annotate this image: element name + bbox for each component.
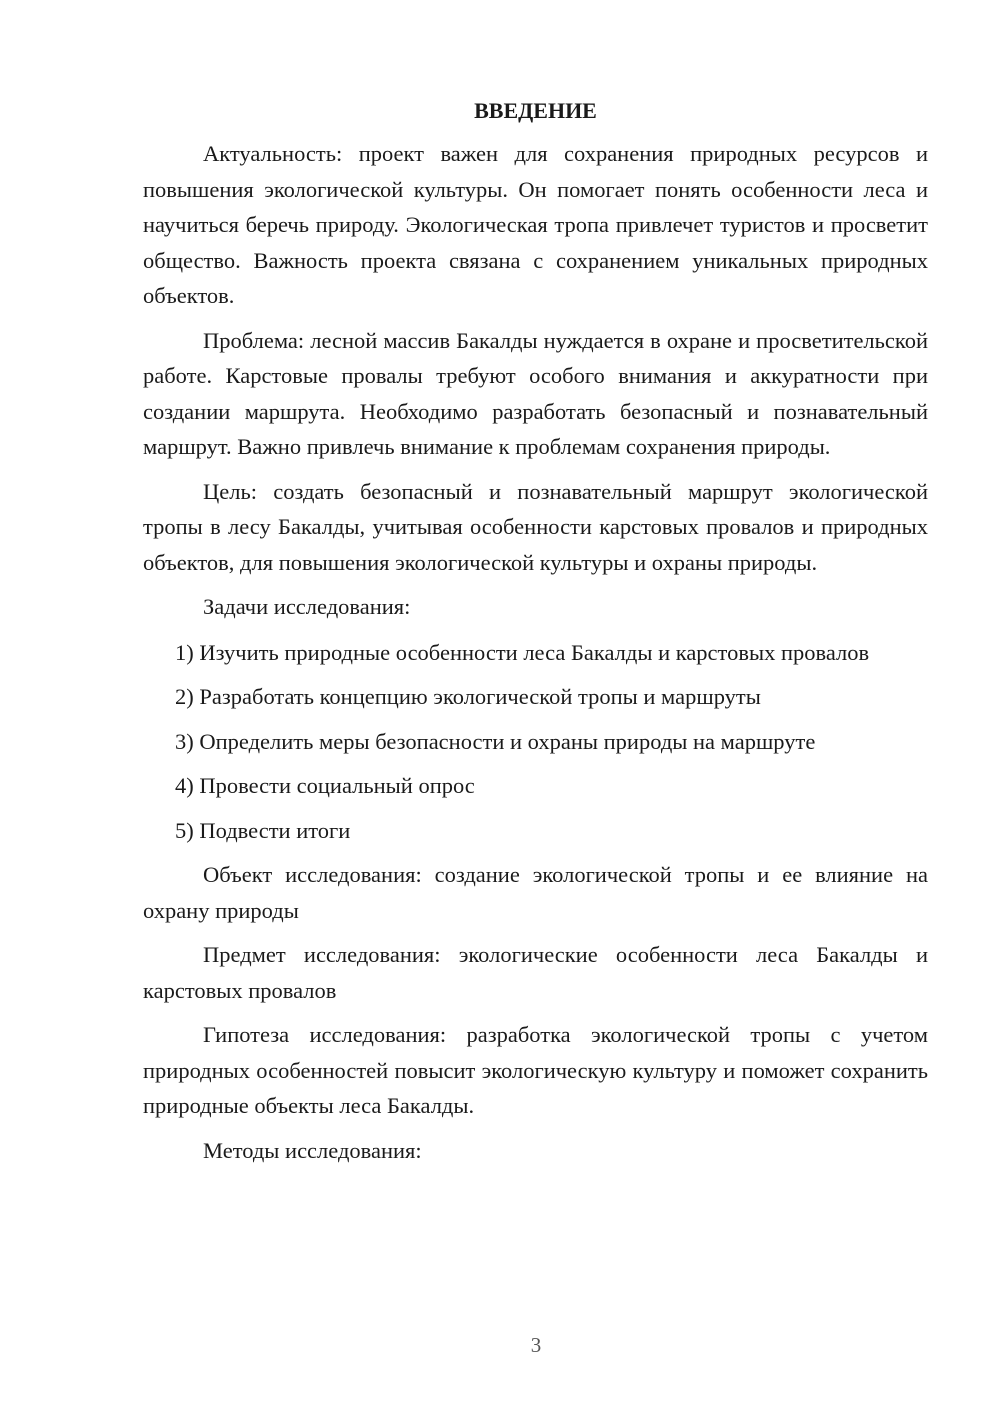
task-item-1: 1) Изучить природные особенности леса Бакалды и карстовых провалов [175,639,870,665]
section-title: ВВЕДЕНИЕ [474,98,597,123]
methods-heading: Методы исследования: [203,1137,422,1163]
task-item-2: 2) Разработать концепцию экологической тропы и маршруты [175,684,761,709]
subject-paragraph: Предмет исследования: экологические особенности леса Бакалды и карстовых провалов [143,942,928,1003]
task-item-3: 3) Определить меры безопасности и охраны природы на маршруте [175,728,816,754]
problem-paragraph: Проблема: лесной массив Бакалды нуждается в охране и просветительской работе. Карстовые провалы требуют особого внимания и аккуратности при создании маршрута. Необходимо разработать безопасный и познавательный маршрут. Важно привлечь внимание к проблемам сохранения природы. [143,327,928,459]
relevance-paragraph: Актуальность: проект важен для сохранения природных ресурсов и повышения экологической культуры. Он помогает понять особенности леса и научиться беречь природу. Экологическая тропа привлечет туристов и просветит общество. Важность проекта связана с сохранением уникальных природных объектов. [143,141,928,308]
document-page [143,96,928,1177]
page-number: 3 [530,1333,542,1357]
hypothesis-paragraph: Гипотеза исследования: разработка экологической тропы с учетом природных особенностей повысит экологическую культуру и поможет сохранить природные объекты леса Бакалды. [143,1022,928,1118]
task-item-5: 5) Подвести итоги [175,817,351,843]
object-paragraph: Объект исследования: создание экологической тропы и ее влияние на охрану природы [143,862,928,923]
tasks-heading: Задачи исследования: [203,594,411,619]
goal-paragraph: Цель: создать безопасный и познавательный маршрут экологической тропы в лесу Бакалды, учитывая особенности карстовых провалов и природных объектов, для повышения экологической культуры и охраны природы. [143,478,928,575]
task-item-4: 4) Провести социальный опрос [175,773,475,798]
